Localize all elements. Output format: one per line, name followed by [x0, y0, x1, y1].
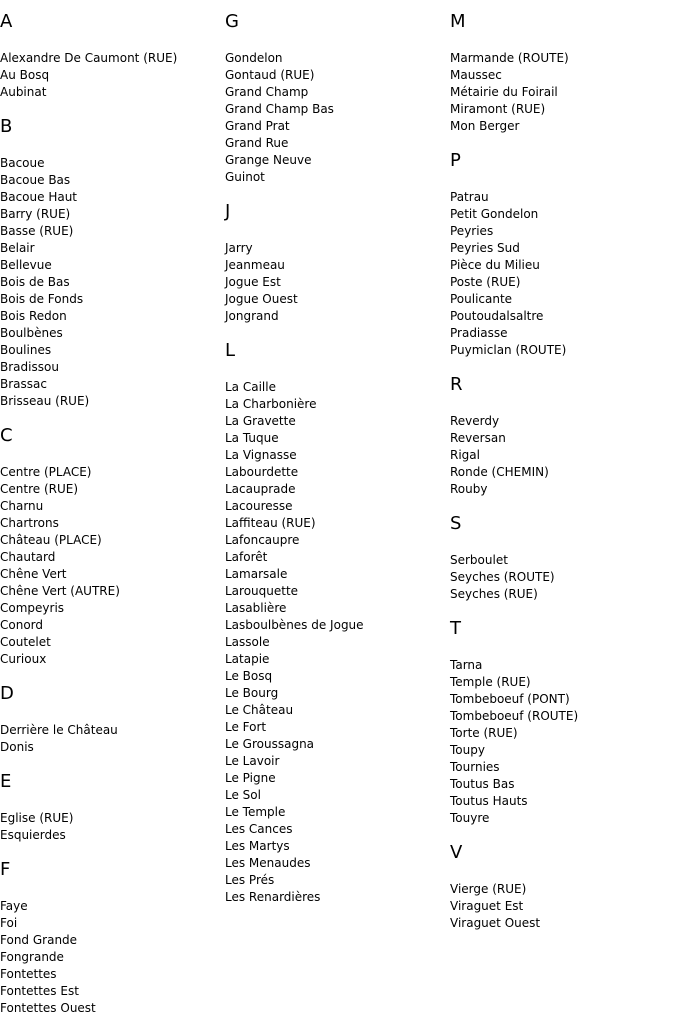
street-list	[0, 464, 225, 668]
street-link[interactable]: Bois Redon	[0, 309, 67, 323]
list-item	[225, 685, 450, 702]
list-item	[0, 722, 225, 739]
street-link[interactable]: La Gravette	[225, 414, 296, 428]
street-list	[450, 881, 675, 932]
list-item	[450, 50, 675, 67]
letter-section	[0, 682, 225, 756]
list-item	[225, 396, 450, 413]
street-link[interactable]: Torte (RUE)	[450, 726, 518, 740]
list-item	[0, 1000, 225, 1017]
street-link[interactable]: Bacoue Bas	[0, 173, 71, 187]
letter-section	[450, 10, 675, 135]
list-item	[225, 838, 450, 855]
street-link[interactable]: Marmande (ROUTE)	[450, 51, 569, 65]
street-link[interactable]: Le Fort	[225, 720, 267, 734]
street-link[interactable]: Rigal	[450, 448, 480, 462]
street-link[interactable]: Grand Prat	[225, 119, 290, 133]
list-item	[450, 308, 675, 325]
list-item	[450, 776, 675, 793]
street-link[interactable]: Le Lavoir	[225, 754, 280, 768]
list-item	[450, 725, 675, 742]
street-link[interactable]: Guinot	[225, 170, 265, 184]
street-list	[0, 155, 225, 410]
street-link[interactable]: Le Sol	[225, 788, 261, 802]
street-list	[450, 189, 675, 359]
street-link[interactable]: Toupy	[450, 743, 485, 757]
section-letter: R	[450, 374, 463, 395]
street-link[interactable]: Viraguet Ouest	[450, 916, 541, 930]
street-link[interactable]: Grand Rue	[225, 136, 289, 150]
street-link[interactable]: Le Bosq	[225, 669, 273, 683]
list-item	[0, 983, 225, 1000]
list-item	[450, 118, 675, 135]
street-link[interactable]: Fontettes Ouest	[0, 1001, 96, 1015]
street-link[interactable]: La Tuque	[225, 431, 279, 445]
street-link[interactable]: Bacoue Haut	[0, 190, 78, 204]
letter-section	[450, 373, 675, 498]
list-item	[225, 291, 450, 308]
list-item	[0, 498, 225, 515]
list-item	[450, 257, 675, 274]
street-link[interactable]: Seyches (RUE)	[450, 587, 538, 601]
street-list	[225, 240, 450, 325]
list-item	[450, 481, 675, 498]
street-link[interactable]: Jarry	[225, 241, 253, 255]
list-item	[225, 702, 450, 719]
street-link[interactable]: Seyches (ROUTE)	[450, 570, 555, 584]
letter-section	[0, 858, 225, 1017]
list-item	[450, 206, 675, 223]
street-link[interactable]: Grange Neuve	[225, 153, 312, 167]
list-item	[225, 135, 450, 152]
section-letter: B	[0, 116, 13, 137]
street-link[interactable]: Curioux	[0, 652, 47, 666]
street-link[interactable]: Les Prés	[225, 873, 275, 887]
street-link[interactable]: Bacoue	[0, 156, 45, 170]
list-item	[225, 668, 450, 685]
letter-section	[0, 10, 225, 101]
street-link[interactable]: Tournies	[450, 760, 500, 774]
street-link[interactable]: Tombeboeuf (PONT)	[450, 692, 570, 706]
street-link[interactable]: Fongrande	[0, 950, 64, 964]
list-item	[450, 447, 675, 464]
street-list	[0, 898, 225, 1017]
list-item	[450, 223, 675, 240]
street-link[interactable]: Les Martys	[225, 839, 290, 853]
street-link[interactable]: Touyre	[450, 811, 490, 825]
street-link[interactable]: Jogue Ouest	[225, 292, 298, 306]
list-item	[0, 966, 225, 983]
street-list	[0, 810, 225, 844]
section-letter: A	[0, 11, 13, 32]
street-link[interactable]: Lamarsale	[225, 567, 288, 581]
list-item	[225, 101, 450, 118]
street-link[interactable]: Le Bourg	[225, 686, 279, 700]
street-link[interactable]: Boulbènes	[0, 326, 63, 340]
list-item	[0, 67, 225, 84]
street-link[interactable]: Maussec	[450, 68, 502, 82]
list-item	[0, 240, 225, 257]
letter-section	[0, 115, 225, 410]
street-link[interactable]: Pradiasse	[450, 326, 508, 340]
street-list	[225, 379, 450, 906]
street-link[interactable]: Alexandre De Caumont (RUE)	[0, 51, 178, 65]
list-item	[0, 481, 225, 498]
section-letter: P	[450, 150, 461, 171]
street-link[interactable]: Lasablière	[225, 601, 287, 615]
list-item	[450, 291, 675, 308]
list-item	[0, 50, 225, 67]
street-link[interactable]: La Caille	[225, 380, 276, 394]
list-item	[225, 753, 450, 770]
street-link[interactable]: Coutelet	[0, 635, 51, 649]
street-list	[0, 50, 225, 101]
street-link[interactable]: Bois de Bas	[0, 275, 70, 289]
section-letter: M	[450, 11, 466, 32]
street-link[interactable]: Basse (RUE)	[0, 224, 74, 238]
street-link[interactable]: La Charbonière	[225, 397, 317, 411]
list-item	[225, 515, 450, 532]
list-item	[0, 827, 225, 844]
street-link[interactable]: Poste (RUE)	[450, 275, 521, 289]
list-item	[225, 413, 450, 430]
list-item	[0, 84, 225, 101]
street-link[interactable]: Le Groussagna	[225, 737, 315, 751]
section-letter: T	[450, 618, 461, 639]
list-item	[0, 949, 225, 966]
list-item	[450, 84, 675, 101]
letter-section	[0, 424, 225, 668]
street-link[interactable]: Latapie	[225, 652, 270, 666]
list-item	[225, 118, 450, 135]
street-link[interactable]: Jogue Est	[225, 275, 281, 289]
street-link[interactable]: Toutus Bas	[450, 777, 515, 791]
list-item	[225, 430, 450, 447]
street-link[interactable]: Peyries Sud	[450, 241, 520, 255]
street-list	[0, 722, 225, 756]
list-item	[225, 274, 450, 291]
street-link[interactable]: Mon Berger	[450, 119, 520, 133]
street-link[interactable]: Métairie du Foirail	[450, 85, 558, 99]
street-link[interactable]: Compeyris	[0, 601, 65, 615]
list-item	[450, 430, 675, 447]
list-item	[450, 915, 675, 932]
street-list	[450, 50, 675, 135]
list-item	[225, 583, 450, 600]
section-letter: S	[450, 513, 462, 534]
letter-section	[225, 200, 450, 325]
street-link[interactable]: Poutoudalsaltre	[450, 309, 544, 323]
list-item	[225, 308, 450, 325]
street-link[interactable]: Boulines	[0, 343, 52, 357]
list-item	[450, 342, 675, 359]
list-item	[225, 634, 450, 651]
list-item	[450, 189, 675, 206]
street-link[interactable]: Puymiclan (ROUTE)	[450, 343, 567, 357]
letter-section	[450, 617, 675, 827]
list-item	[450, 657, 675, 674]
list-item	[225, 549, 450, 566]
section-letter: J	[225, 201, 231, 222]
list-item	[0, 376, 225, 393]
street-link[interactable]: Rouby	[450, 482, 488, 496]
street-link[interactable]: Derrière le Château	[0, 723, 118, 737]
list-item	[0, 393, 225, 410]
list-item	[0, 464, 225, 481]
list-item	[0, 325, 225, 342]
street-link[interactable]: Lacouresse	[225, 499, 293, 513]
index-column	[225, 10, 450, 920]
list-item	[450, 898, 675, 915]
street-link[interactable]: Eglise (RUE)	[0, 811, 74, 825]
list-item	[225, 566, 450, 583]
list-item	[225, 600, 450, 617]
letter-section	[450, 512, 675, 603]
list-item	[450, 240, 675, 257]
street-link[interactable]: Vierge (RUE)	[450, 882, 527, 896]
list-item	[0, 155, 225, 172]
list-item	[450, 552, 675, 569]
list-item	[225, 889, 450, 906]
list-item	[225, 532, 450, 549]
list-item	[225, 464, 450, 481]
list-item	[225, 736, 450, 753]
letter-section	[450, 149, 675, 359]
street-link[interactable]: Larouquette	[225, 584, 299, 598]
list-item	[225, 804, 450, 821]
street-link[interactable]: Lasboulbènes de Jogue	[225, 618, 364, 632]
section-letter: L	[225, 340, 236, 361]
letter-section	[225, 10, 450, 186]
list-item	[225, 821, 450, 838]
section-letter: V	[450, 842, 463, 863]
street-link[interactable]: Fontettes	[0, 967, 57, 981]
list-item	[0, 342, 225, 359]
street-link[interactable]: Brassac	[0, 377, 47, 391]
street-link[interactable]: Peyries	[450, 224, 494, 238]
street-list	[450, 413, 675, 498]
street-link[interactable]: Tombeboeuf (ROUTE)	[450, 709, 579, 723]
section-letter: G	[225, 11, 239, 32]
street-link[interactable]: Patrau	[450, 190, 489, 204]
index-column	[0, 10, 225, 1031]
section-letter: C	[0, 425, 13, 446]
street-link[interactable]: Le Pigne	[225, 771, 276, 785]
list-item	[0, 291, 225, 308]
list-item	[225, 651, 450, 668]
list-item	[450, 569, 675, 586]
list-item	[450, 691, 675, 708]
list-item	[450, 413, 675, 430]
street-link[interactable]: Reverdy	[450, 414, 500, 428]
street-link[interactable]: Tarna	[450, 658, 483, 672]
street-link[interactable]: Chautard	[0, 550, 56, 564]
index-column	[450, 10, 675, 946]
list-item	[0, 515, 225, 532]
section-letter: E	[0, 771, 12, 792]
street-link[interactable]: Barry (RUE)	[0, 207, 71, 221]
street-link[interactable]: Gontaud (RUE)	[225, 68, 315, 82]
street-link[interactable]: Reversan	[450, 431, 506, 445]
street-link[interactable]: Grand Champ	[225, 85, 309, 99]
list-item	[225, 152, 450, 169]
list-item	[450, 759, 675, 776]
street-link[interactable]: Viraguet Est	[450, 899, 524, 913]
street-link[interactable]: Toutus Hauts	[450, 794, 528, 808]
list-item	[225, 240, 450, 257]
list-item	[0, 617, 225, 634]
list-item	[225, 169, 450, 186]
street-link[interactable]: Charnu	[0, 499, 44, 513]
list-item	[450, 274, 675, 291]
list-item	[0, 915, 225, 932]
street-link[interactable]: Laforêt	[225, 550, 268, 564]
street-link[interactable]: Donis	[0, 740, 34, 754]
list-item	[225, 770, 450, 787]
list-item	[0, 274, 225, 291]
list-item	[225, 855, 450, 872]
list-item	[0, 532, 225, 549]
street-link[interactable]: Poulicante	[450, 292, 513, 306]
street-link[interactable]: Centre (PLACE)	[0, 465, 92, 479]
list-item	[450, 464, 675, 481]
list-item	[0, 651, 225, 668]
list-item	[225, 50, 450, 67]
list-item	[450, 674, 675, 691]
street-list	[450, 552, 675, 603]
list-item	[450, 742, 675, 759]
street-link[interactable]: Serboulet	[450, 553, 508, 567]
list-item	[0, 257, 225, 274]
street-link[interactable]: Laffiteau (RUE)	[225, 516, 316, 530]
street-link[interactable]: Le Château	[225, 703, 294, 717]
street-link[interactable]: Jongrand	[225, 309, 279, 323]
list-item	[450, 586, 675, 603]
list-item	[0, 932, 225, 949]
list-item	[0, 189, 225, 206]
list-item	[450, 810, 675, 827]
list-item	[450, 793, 675, 810]
street-link[interactable]: Pièce du Milieu	[450, 258, 540, 272]
street-link[interactable]: Le Temple	[225, 805, 286, 819]
list-item	[225, 67, 450, 84]
street-link[interactable]: La Vignasse	[225, 448, 297, 462]
street-link[interactable]: Faye	[0, 899, 28, 913]
list-item	[0, 566, 225, 583]
street-link[interactable]: Lafoncaupre	[225, 533, 300, 547]
list-item	[225, 787, 450, 804]
street-link[interactable]: Bradissou	[0, 360, 59, 374]
list-item	[0, 549, 225, 566]
list-item	[0, 634, 225, 651]
list-item	[225, 617, 450, 634]
list-item	[450, 325, 675, 342]
street-link[interactable]: Bellevue	[0, 258, 52, 272]
street-link[interactable]: Jeanmeau	[225, 258, 285, 272]
street-link[interactable]: Les Renardières	[225, 890, 321, 904]
street-link[interactable]: Temple (RUE)	[450, 675, 531, 689]
street-link[interactable]: Petit Gondelon	[450, 207, 539, 221]
list-item	[225, 447, 450, 464]
street-link[interactable]: Bois de Fonds	[0, 292, 84, 306]
list-item	[450, 881, 675, 898]
street-link[interactable]: Esquierdes	[0, 828, 66, 842]
list-item	[0, 359, 225, 376]
street-link[interactable]: Fond Grande	[0, 933, 78, 947]
street-link[interactable]: Belair	[0, 241, 35, 255]
list-item	[225, 481, 450, 498]
street-link[interactable]: Chartrons	[0, 516, 59, 530]
street-list	[225, 50, 450, 186]
street-link[interactable]: Conord	[0, 618, 44, 632]
list-item	[225, 257, 450, 274]
list-item	[225, 872, 450, 889]
list-item	[0, 172, 225, 189]
list-item	[225, 719, 450, 736]
list-item	[225, 498, 450, 515]
street-link[interactable]: Les Menaudes	[225, 856, 311, 870]
list-item	[450, 101, 675, 118]
letter-section	[450, 841, 675, 932]
list-item	[225, 379, 450, 396]
letter-section	[0, 770, 225, 844]
street-link[interactable]: Centre (RUE)	[0, 482, 79, 496]
list-item	[450, 67, 675, 84]
street-link[interactable]: Chêne Vert	[0, 567, 67, 581]
list-item	[0, 810, 225, 827]
street-link[interactable]: Aubinat	[0, 85, 47, 99]
street-link[interactable]: Fontettes Est	[0, 984, 79, 998]
street-link[interactable]: Au Bosq	[0, 68, 50, 82]
street-list	[450, 657, 675, 827]
street-link[interactable]: Gondelon	[225, 51, 283, 65]
list-item	[0, 600, 225, 617]
street-link[interactable]: Ronde (CHEMIN)	[450, 465, 549, 479]
street-link[interactable]: Lassole	[225, 635, 270, 649]
list-item	[0, 583, 225, 600]
list-item	[0, 223, 225, 240]
list-item	[0, 308, 225, 325]
letter-section	[225, 339, 450, 906]
section-letter: D	[0, 683, 14, 704]
street-link[interactable]: Grand Champ Bas	[225, 102, 334, 116]
street-link[interactable]: Lacauprade	[225, 482, 296, 496]
list-item	[0, 898, 225, 915]
street-link[interactable]: Chêne Vert (AUTRE)	[0, 584, 120, 598]
list-item	[225, 84, 450, 101]
list-item	[0, 206, 225, 223]
section-letter: F	[0, 859, 11, 880]
street-link[interactable]: Brisseau (RUE)	[0, 394, 90, 408]
street-link[interactable]: Château (PLACE)	[0, 533, 102, 547]
list-item	[0, 739, 225, 756]
street-link[interactable]: Les Cances	[225, 822, 293, 836]
street-link[interactable]: Miramont (RUE)	[450, 102, 546, 116]
street-link[interactable]: Foi	[0, 916, 18, 930]
street-link[interactable]: Labourdette	[225, 465, 299, 479]
list-item	[450, 708, 675, 725]
